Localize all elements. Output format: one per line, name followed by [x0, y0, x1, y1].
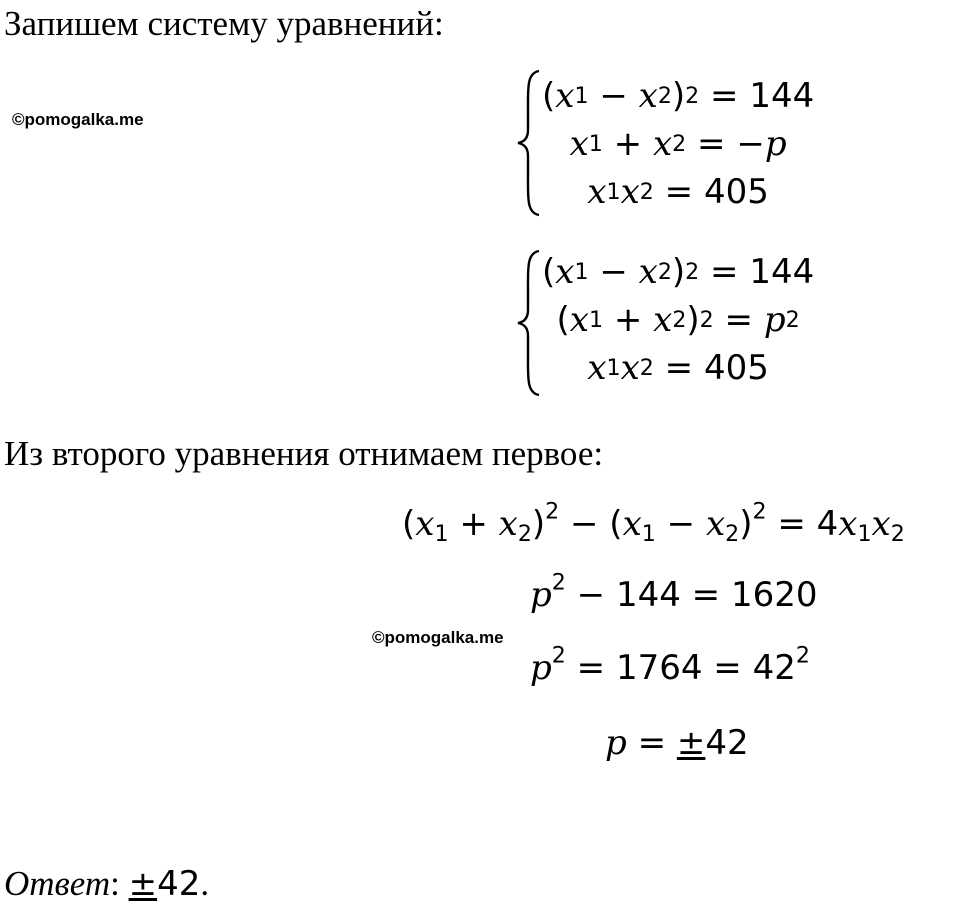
watermark: ©pomogalka.me [12, 110, 144, 129]
answer: Ответ: ±42. [4, 864, 210, 904]
left-brace-icon [515, 248, 541, 398]
left-brace-icon [515, 68, 541, 218]
system-1-eq-2: x 1 + x 2 = − p [569, 124, 787, 164]
heading-system: Запишем систему уравнений: [4, 4, 444, 43]
system-2-body [542, 248, 814, 392]
system-2-eq-1: ( x 1 − x 2 ) 2 = 144 [542, 252, 815, 292]
equation-system-1 [515, 68, 541, 223]
answer-label: Ответ [4, 864, 111, 903]
watermark: ©pomogalka.me [372, 628, 504, 647]
system-1-eq-3: x 1 x 2 = 405 [587, 172, 769, 212]
system-1-body [542, 72, 814, 216]
heading-subtract: Из второго уравнения отнимаем первое: [4, 434, 604, 473]
step-line-3: $p^2 = 1764 = 42^2$ [530, 642, 810, 688]
step-line-4: p = ±42 [605, 723, 749, 763]
system-2-eq-2: ( x 1 + x 2 ) 2 = p 2 [556, 300, 800, 340]
system-1-eq-1: ( x 1 − x 2 ) 2 = 144 [542, 76, 815, 116]
equation-system-2 [515, 248, 541, 403]
system-2-eq-3: x 1 x 2 = 405 [587, 348, 769, 388]
answer-plus-minus: ± [128, 864, 158, 904]
answer-value: 42 [157, 864, 201, 904]
step-line-2: $p^2 - 144 = 1620$ [530, 569, 818, 615]
step-line-1: $(x_1 + x_2)^2 - (x_1 - x_2)^2 = 4x_1x_2$ [402, 498, 905, 548]
